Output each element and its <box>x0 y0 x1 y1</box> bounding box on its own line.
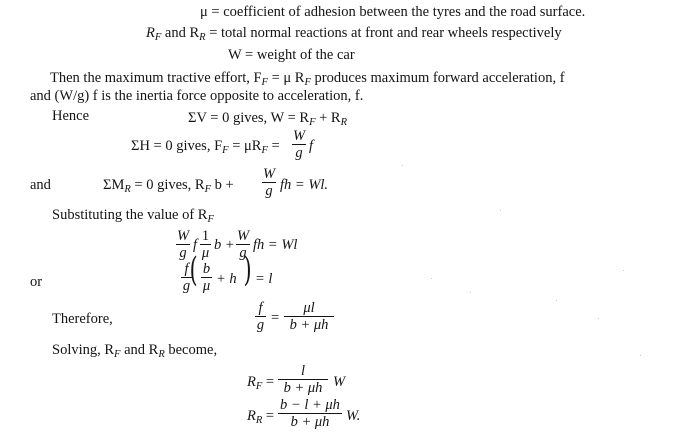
scan-speck <box>500 210 501 211</box>
equation-rr-tail: W. <box>346 408 361 424</box>
scan-speck <box>640 355 641 356</box>
fraction-mul-over-b-plus-muh: μl b + μh <box>284 301 334 332</box>
equation-substitute-f: f <box>193 237 198 253</box>
equation-substitute-tail: fh = Wl <box>253 237 298 253</box>
equation-sum-h: ΣH = 0 gives, $F_F = \mu R_F$ = <box>131 138 280 156</box>
equation-sum-h-tail: f <box>309 138 314 154</box>
equation-therefore-equals: = <box>271 310 280 326</box>
label-substituting: Substituting the value of $R_F$ <box>52 207 214 225</box>
fraction-f-over-g: f g <box>256 300 265 333</box>
equation-substitute-mid: b + <box>214 237 235 253</box>
left-parenthesis: ( <box>189 250 198 290</box>
scan-speck <box>598 318 599 319</box>
scan-speck <box>470 292 471 293</box>
fraction-rr-expression: b − l + μh b + μh <box>278 398 342 429</box>
equation-sum-m-tail: fh = Wl. <box>280 177 329 193</box>
definition-reactions: $R_F$ and $R_R$ = total normal reactions at front and rear wheels respectively <box>146 25 562 43</box>
fraction-w-over-g: W g <box>292 128 306 161</box>
equation-rr: $R_R$ = <box>247 408 275 426</box>
scan-speck <box>556 300 557 301</box>
scan-speck <box>623 270 624 271</box>
equation-sum-m: $\Sigma M_R = 0$ gives, $R_F$ b + <box>103 177 234 195</box>
label-and: and <box>30 177 51 193</box>
fraction-w-over-g: W g <box>176 228 190 261</box>
paragraph-line-2: and (W/g) f is the inertia force opposite to acceleration, f. <box>30 88 364 104</box>
definition-weight: W = weight of the car <box>228 47 355 63</box>
fraction-b-over-mu: b μ <box>202 261 211 294</box>
equation-sum-v: ΣV = 0 gives, $W = R_F + R_R$ <box>188 110 348 128</box>
scan-speck <box>402 165 403 166</box>
scan-speck <box>431 278 432 279</box>
fraction-1-over-mu: 1 μ <box>201 228 210 261</box>
fraction-l-over-b-plus-muh: l b + μh <box>278 364 328 395</box>
label-solving: Solving, $R_F$ and $R_R$ become, <box>52 342 218 360</box>
paragraph-line-1: Then the maximum tractive effort, $F_F = \mu$ $R_F$ produces maximum forward acceleration, f <box>50 70 565 88</box>
right-parenthesis: ) <box>243 250 252 290</box>
label-hence: Hence <box>52 108 90 124</box>
fraction-w-over-g: W g <box>262 166 276 199</box>
label-therefore: Therefore, <box>52 311 113 327</box>
equation-rf: $R_F$ = <box>247 374 275 392</box>
fraction-f-over-g: f g <box>182 261 191 294</box>
definition-mu: μ = coefficient of adhesion between the tyres and the road surface. <box>200 4 586 20</box>
equation-rf-tail: W <box>333 374 346 390</box>
equation-or-mid: + h <box>216 271 237 287</box>
fraction-w-over-g: W g <box>236 228 250 261</box>
label-or: or <box>30 274 43 290</box>
equation-or-tail: = l <box>255 271 273 287</box>
